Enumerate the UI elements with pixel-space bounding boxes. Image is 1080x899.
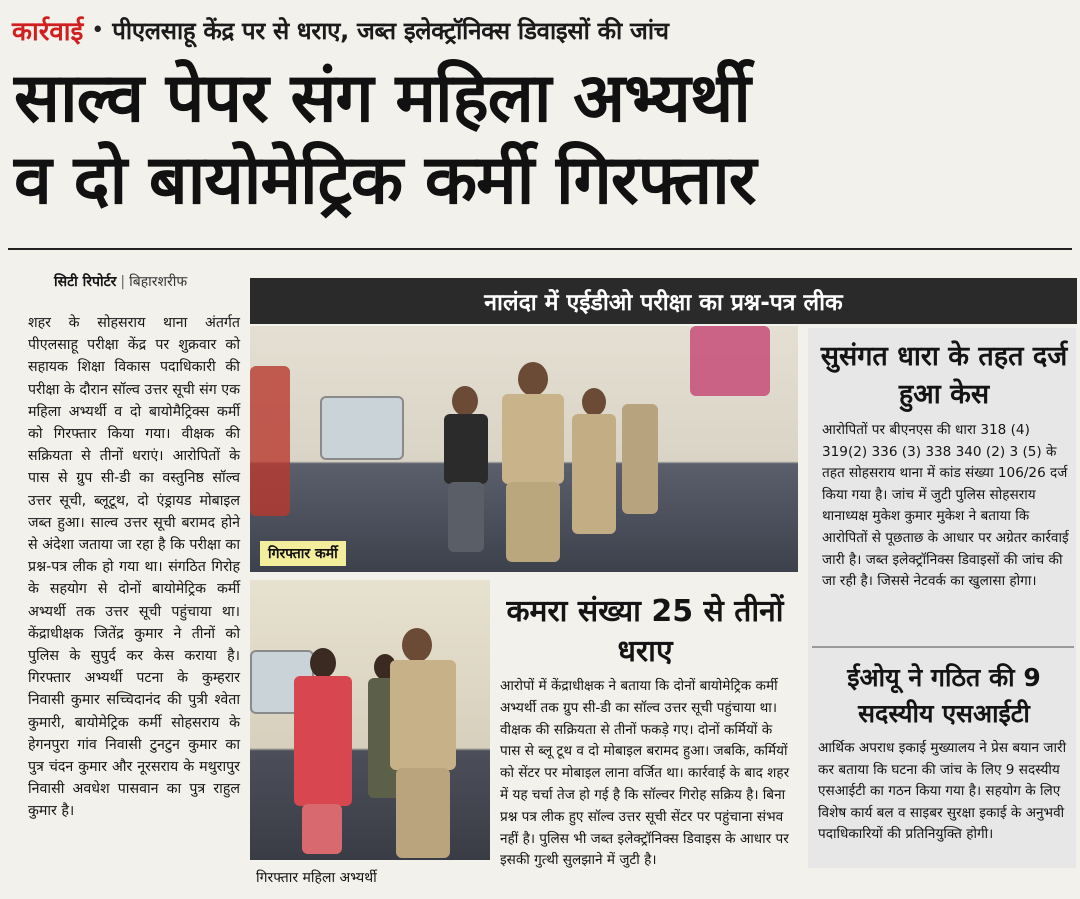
headline xyxy=(14,58,1066,222)
officer4-body xyxy=(390,660,456,770)
byline-author: सिटी रिपोर्टर xyxy=(54,274,117,290)
byline-location: बिहारशरीफ xyxy=(129,274,188,290)
arrested-woman-photo xyxy=(250,580,490,860)
officer-legs xyxy=(506,482,560,562)
officer3-body xyxy=(622,404,658,514)
officer4-head xyxy=(402,628,432,662)
woman-legs xyxy=(302,804,342,854)
officer2-head xyxy=(582,388,606,416)
photo2-caption: गिरफ्तार महिला अभ्यर्थी xyxy=(256,870,377,886)
person-body xyxy=(444,414,488,484)
right-body-2: आर्थिक अपराध इकाई मुख्यालय ने प्रेस बयान जारी कर बताया कि घटना की जांच के लिए 9 सदस्यीय एसआईटी का गठन किया गया है। सहयोग के लिए विशेष कार्य बल व साइबर सुरक्षा इकाई के अनुभवी पदाधिकारियों की प्रतिनियुक्ति होगी। xyxy=(818,740,1067,843)
section-banner: नालंदा में एईडीओ परीक्षा का प्रश्न-पत्र लीक xyxy=(250,278,1077,324)
right-heading-1: सुसंगत धारा के तहत दर्ज हुआ केस xyxy=(820,341,1068,410)
officer2-body xyxy=(572,414,616,534)
headline-line-2: व दो बायोमेट्रिक कर्मी गिरफ्तार xyxy=(14,141,756,220)
photo-poster xyxy=(250,366,290,516)
photo-wall-board xyxy=(690,326,770,396)
kicker-label: कार्रवाई xyxy=(12,17,84,47)
byline xyxy=(54,272,187,291)
kicker xyxy=(12,8,1072,52)
kicker-bullet: • xyxy=(91,17,105,43)
arrested-workers-photo xyxy=(250,326,798,572)
headline-line-1: साल्व पेपर संग महिला अभ्यर्थी xyxy=(14,59,750,138)
photo-window xyxy=(320,396,404,460)
woman-dress xyxy=(294,676,352,806)
byline-separator: | xyxy=(120,274,126,290)
headline-rule xyxy=(8,248,1072,250)
kicker-text: पीएलसाहू केंद्र पर से धराए, जब्त इलेक्ट्रॉनिक्स डिवाइसों की जांच xyxy=(112,16,669,45)
officer-head xyxy=(518,362,548,396)
main-story-text: शहर के सोहसराय थाना अंतर्गत पीएलसाहू परीक्षा केंद्र पर शुक्रवार को सहायक शिक्षा विकास पदाधिकारी की परीक्षा के दौरान सॉल्व उत्तर सूची संग एक महिला अभ्यर्थी व दो बायोमैट्रिक्स कर्मी को गिरफ्तार किया गया। वीक्षक की सक्रियता से तीनों धराएं। आरोपितों के पास से ग्रुप सी-डी का वस्तुनिष्ठ सॉल्व उत्तर सूची, ब्लूटूथ, दो एंड्रायड मोबाइल जब्त हुआ। साल्व उत्तर सूची बरामद होने से अंदेशा जताया जा रहा है कि परीक्षा का प्रश्न-पत्र लीक हो गया था। संगठित गिरोह के सहयोग से दोनों बायोमेट्रिक कर्मी अभ्यर्थी तक उत्तर सूची पहुंचाया था। केंद्राधीक्षक जितेंद्र कुमार ने तीनों को पुलिस के सुपुर्द कर केस कराया है। गिरफ्तार अभ्यर्थी पटना के कुम्हरार निवासी कुमार सच्चिदानंद की पुत्री श्वेता कुमारी, बायोमेट्रिक कर्मी सोहसराय के हेगनपुरा गांव निवासी टुनटुन कुमार का पुत्र चंदन कुमार और नूरसराय के मथुरापुर निवासी अवधेश पासवान का पुत्र राहुल कुमार है। xyxy=(28,315,240,820)
right-heading-2: ईओयू ने गठित की 9 सदस्यीय एसआईटी xyxy=(847,663,1041,728)
right-divider xyxy=(812,646,1074,648)
woman-head xyxy=(310,648,336,678)
officer-body xyxy=(502,394,564,484)
right-body-1: आरोपितों पर बीएनएस की धारा 318 (4) 319(2) 336 (3) 338 340 (2) 3 (5) के तहत सोहसराय थाना में कांड संख्या 106/26 दर्ज किया गया है। जांच में जुटी पुलिस सोहसराय थानाध्यक्ष मुकेश कुमार मुकेश ने बताया कि आरोपितों से पूछताछ के आधार पर अग्रेतर कार्रवाई जारी है। जब्त इलेक्ट्रॉनिक्स डिवाइसों की जांच की जा रही है। जिससे नेटवर्क का खुलासा होगा। xyxy=(822,422,1069,590)
officer4-legs xyxy=(396,768,450,858)
photo1-caption: गिरफ्तार कर्मी xyxy=(260,541,346,566)
middle-heading: कमरा संख्या 25 से तीनों धराए xyxy=(506,594,784,669)
middle-body-text: आरोपों में केंद्राधीक्षक ने बताया कि दोनों बायोमेट्रिक कर्मी अभ्यर्थी तक ग्रुप सी-डी का सॉल्व उत्तर सूची पहुंचाया था। वीक्षक की सक्रियता से तीनों फकड़े गए। दोनों कर्मियों के पास से ब्लू टूथ व दो मोबाइल बरामद हुआ। जबकि, कर्मियों को सेंटर पर मोबाइल लाना वर्जित था। कार्रवाई के बाद शहर में यह चर्चा तेज हो गई है कि सॉल्वर गिरोह सक्रिय है। बिना प्रश्न पत्र लीक हुए सॉल्व उत्तर सूची सेंटर पर पहुंचाना संभव नहीं है। पुलिस भी जब्त इलेक्ट्रॉनिक्स डिवाइस के आधार पर इसकी गुत्थी सुलझाने में जुटी है। xyxy=(500,678,790,869)
person-legs xyxy=(448,482,484,552)
person-head xyxy=(452,386,478,416)
